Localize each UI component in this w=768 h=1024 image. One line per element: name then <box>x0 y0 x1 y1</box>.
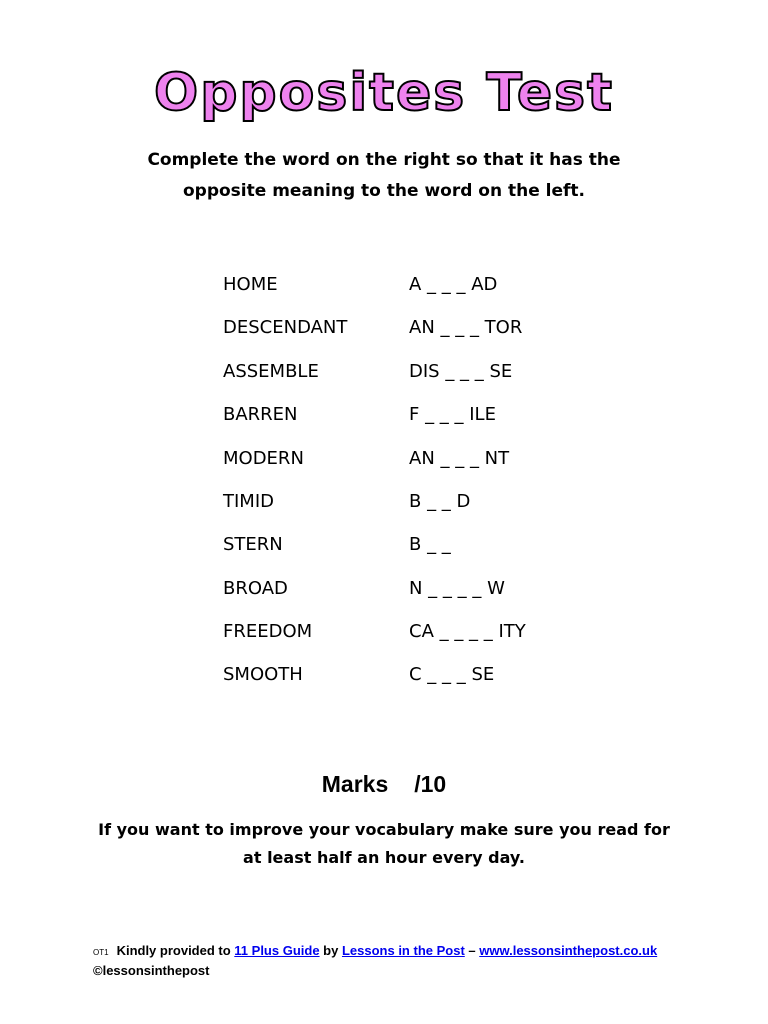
marks-label: Marks <box>321 771 389 797</box>
advice-line-2: at least half an hour every day. <box>243 848 525 867</box>
footer-credit-line <box>93 942 733 962</box>
word-prompt: MODERN <box>223 448 304 469</box>
website-link[interactable]: www.lessonsinthepost.co.uk <box>479 943 658 958</box>
footer-text: – <box>464 943 480 958</box>
word-answer-blank: CA _ _ _ _ ITY <box>409 621 526 642</box>
word-prompt: STERN <box>223 534 283 555</box>
word-row <box>0 313 768 343</box>
word-answer-blank: C _ _ _ SE <box>409 664 495 685</box>
word-row <box>0 530 768 560</box>
copyright: ©lessonsinthepost <box>93 963 210 978</box>
word-answer-blank: AN _ _ _ TOR <box>409 317 523 338</box>
eleven-plus-guide-link[interactable]: 11 Plus Guide <box>234 943 320 958</box>
word-answer-blank: B _ _ <box>409 534 451 555</box>
word-answer-blank: AN _ _ _ NT <box>409 448 510 469</box>
word-row <box>0 400 768 430</box>
word-prompt: FREEDOM <box>223 621 313 642</box>
footer-text: Kindly provided to <box>116 943 235 958</box>
word-row <box>0 574 768 604</box>
word-row <box>0 357 768 387</box>
lessons-in-the-post-link[interactable]: Lessons in the Post <box>341 943 465 958</box>
word-answer-blank: A _ _ _ AD <box>409 274 498 295</box>
word-prompt: SMOOTH <box>223 664 303 685</box>
word-row <box>0 444 768 474</box>
marks-line <box>0 766 768 802</box>
document-code: OT1 <box>93 948 109 957</box>
word-row <box>0 487 768 517</box>
advice-line-1: If you want to improve your vocabulary make sure you read for <box>98 820 670 839</box>
word-answer-blank: F _ _ _ ILE <box>409 404 496 425</box>
word-prompt: HOME <box>223 274 278 295</box>
word-prompt: BARREN <box>223 404 298 425</box>
instructions-line-1: Complete the word on the right so that it has the <box>147 150 621 170</box>
word-row <box>0 660 768 690</box>
word-answer-blank: N _ _ _ _ W <box>409 578 505 599</box>
word-prompt: ASSEMBLE <box>223 361 319 382</box>
word-prompt: TIMID <box>223 491 275 512</box>
word-prompt: BROAD <box>223 578 288 599</box>
footer-text: by <box>319 943 342 958</box>
word-prompt: DESCENDANT <box>223 317 348 338</box>
word-row <box>0 270 768 300</box>
word-answer-blank: DIS _ _ _ SE <box>409 361 513 382</box>
marks-score: /10 <box>414 771 447 797</box>
word-answer-blank: B _ _ D <box>409 491 471 512</box>
instructions-line-2: opposite meaning to the word on the left. <box>182 181 586 201</box>
page-title: Opposites Test <box>154 63 614 123</box>
footer <box>93 942 733 980</box>
word-row <box>0 617 768 647</box>
advice-text <box>64 816 704 872</box>
